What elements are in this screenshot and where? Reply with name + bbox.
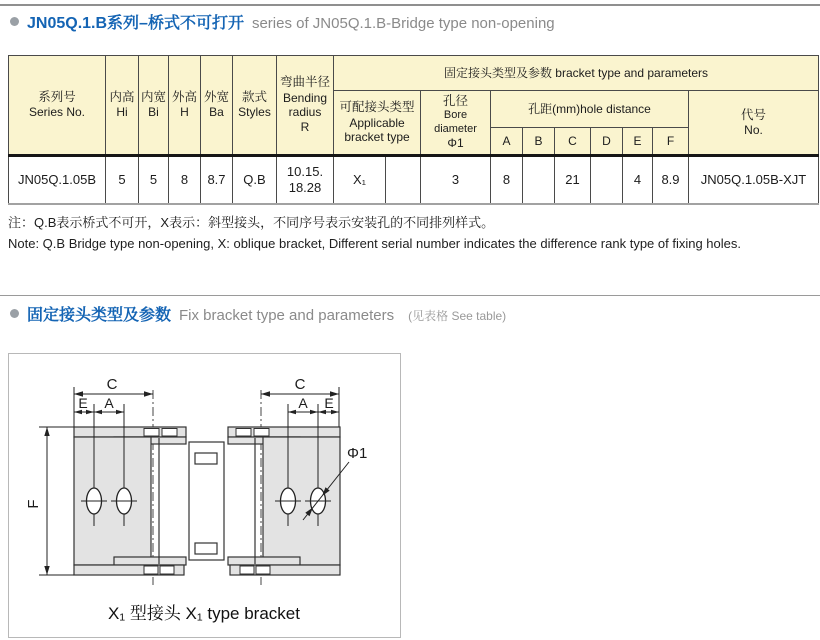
cell-applicable-1: X₁ xyxy=(334,156,386,204)
col-header-hole-distance: 孔距(mm)hole distance xyxy=(491,91,689,128)
bracket-diagram xyxy=(8,353,401,638)
section2-header xyxy=(10,302,506,325)
col-header-applicable: 可配接头类型 Applicable bracket type xyxy=(334,91,421,156)
note-en: Note: Q.B Bridge type non-opening, X: oblique bracket, Different serial number indicates the difference rank type of fixing holes. xyxy=(8,236,741,251)
col-header-bi: 内宽 Bi xyxy=(139,56,169,156)
note-zh: 注：Q.B表示桥式不可开，X表示：斜型接头，不同序号表示安装孔的不同排列样式。 xyxy=(8,215,495,230)
cell-series: JN05Q.1.05B xyxy=(9,156,106,204)
cell-hi: 5 xyxy=(106,156,139,204)
cell-e: 4 xyxy=(623,156,653,204)
cell-styles: Q.B xyxy=(233,156,277,204)
dimension-f xyxy=(25,427,50,575)
label-a-right: A xyxy=(298,395,308,411)
cell-a: 8 xyxy=(491,156,523,204)
cell-bore: 3 xyxy=(421,156,491,204)
section2-title-zh: 固定接头类型及参数 xyxy=(27,307,172,324)
col-header-c: C xyxy=(555,128,591,156)
dimension-c-right xyxy=(261,376,339,397)
bullet-icon xyxy=(10,309,19,318)
label-c-left: C xyxy=(106,376,118,393)
section2-see-table: (见表格 See table) xyxy=(408,309,507,323)
col-header-b: B xyxy=(523,128,555,156)
group-header-bracket-params: 固定接头类型及参数 bracket type and parameters xyxy=(334,56,819,91)
section1-title-en: series of JN05Q.1.B-Bridge type non-opening xyxy=(251,15,555,32)
section2-title-en: Fix bracket type and parameters xyxy=(179,307,395,324)
col-header-series: 系列号 Series No. xyxy=(9,56,106,156)
cell-ba: 8.7 xyxy=(201,156,233,204)
section-divider xyxy=(0,295,820,296)
center-link xyxy=(159,438,255,564)
cell-applicable-2 xyxy=(386,156,421,204)
col-header-d: D xyxy=(591,128,623,156)
label-e-left: E xyxy=(78,395,88,411)
diagram-caption: X₁ 型接头 X₁ type bracket xyxy=(108,604,300,623)
top-divider xyxy=(0,4,820,6)
cell-no: JN05Q.1.05B-XJT xyxy=(689,156,819,204)
cell-b xyxy=(523,156,555,204)
col-header-h: 外高 H xyxy=(169,56,201,156)
bullet-icon xyxy=(10,17,19,26)
section1-title-zh: JN05Q.1.B系列–桥式不可打开 xyxy=(27,15,244,32)
cell-c: 21 xyxy=(555,156,591,204)
label-a-left: A xyxy=(104,395,114,411)
cell-f: 8.9 xyxy=(653,156,689,204)
col-header-e: E xyxy=(623,128,653,156)
col-header-styles: 款式 Styles xyxy=(233,56,277,156)
cell-bending: 10.15. 18.28 xyxy=(277,156,334,204)
cell-d xyxy=(591,156,623,204)
label-c-right: C xyxy=(294,376,306,393)
cell-h: 8 xyxy=(169,156,201,204)
col-header-ba: 外宽 Ba xyxy=(201,56,233,156)
dimension-c-left xyxy=(74,376,153,397)
col-header-bore: 孔径 Bore diameter Φ1 xyxy=(421,91,491,156)
label-phi1: Φ1 xyxy=(347,445,368,462)
section1-header xyxy=(10,10,555,33)
label-e-right: E xyxy=(324,395,334,411)
bracket-drawing xyxy=(9,354,400,637)
table-row xyxy=(9,156,819,204)
col-header-f: F xyxy=(653,128,689,156)
dimension-ae-right xyxy=(288,395,339,414)
col-header-hi: 内高 Hi xyxy=(106,56,139,156)
notes xyxy=(8,212,741,254)
dimension-ea-left xyxy=(74,395,124,414)
col-header-bending: 弯曲半径 Bending radius R xyxy=(277,56,334,156)
spec-table xyxy=(8,55,819,205)
col-header-a: A xyxy=(491,128,523,156)
cell-bi: 5 xyxy=(139,156,169,204)
label-f: F xyxy=(25,499,42,509)
col-header-no: 代号 No. xyxy=(689,91,819,156)
